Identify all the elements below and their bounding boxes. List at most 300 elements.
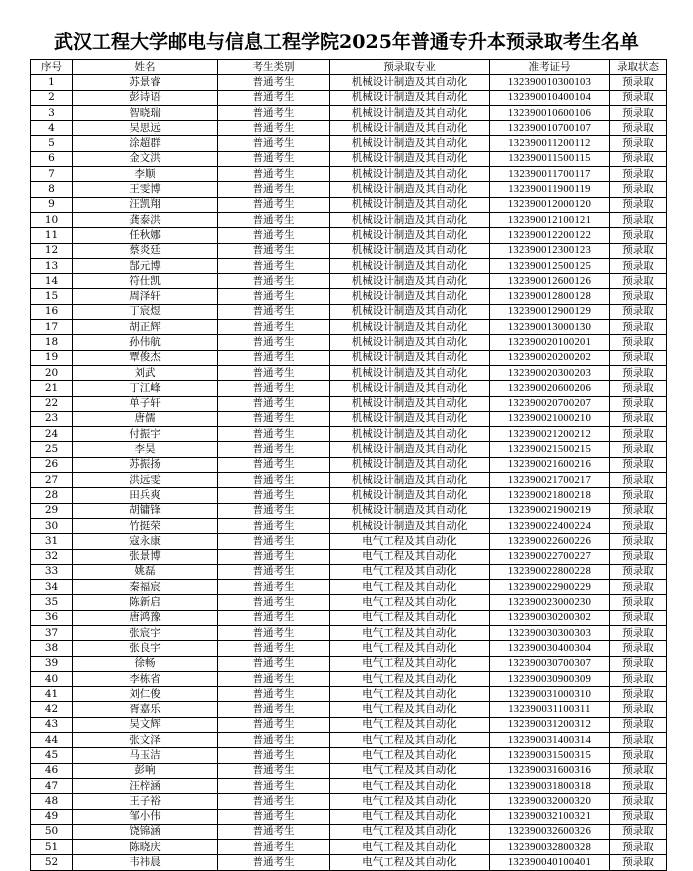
name-cell: 王子裕: [73, 794, 218, 809]
seq-cell: 11: [31, 228, 73, 243]
name-cell: 李顺: [73, 167, 218, 182]
status-cell: 预录取: [610, 350, 667, 365]
major-cell: 电气工程及其自动化: [330, 580, 490, 595]
type-cell: 普通考生: [218, 473, 330, 488]
status-cell: 预录取: [610, 258, 667, 273]
table-row: [31, 625, 667, 640]
seq-cell: 34: [31, 580, 73, 595]
status-cell: 预录取: [610, 518, 667, 533]
exam-id-cell: 132390020200202: [490, 350, 610, 365]
type-cell: 普通考生: [218, 274, 330, 289]
type-cell: 普通考生: [218, 824, 330, 839]
table-row: [31, 687, 667, 702]
major-cell: 机械设计制造及其自动化: [330, 289, 490, 304]
table-row: [31, 549, 667, 564]
exam-id-cell: 132390010300103: [490, 75, 610, 90]
name-cell: 胡正辉: [73, 320, 218, 335]
exam-id-cell: 132390032100321: [490, 809, 610, 824]
name-cell: 郜元博: [73, 258, 218, 273]
type-cell: 普通考生: [218, 733, 330, 748]
major-cell: 机械设计制造及其自动化: [330, 90, 490, 105]
table-row: [31, 350, 667, 365]
status-cell: 预录取: [610, 228, 667, 243]
major-cell: 机械设计制造及其自动化: [330, 167, 490, 182]
seq-cell: 7: [31, 167, 73, 182]
major-cell: 机械设计制造及其自动化: [330, 396, 490, 411]
major-cell: 机械设计制造及其自动化: [330, 381, 490, 396]
status-cell: 预录取: [610, 90, 667, 105]
seq-cell: 1: [31, 75, 73, 90]
type-cell: 普通考生: [218, 702, 330, 717]
table-row: [31, 182, 667, 197]
status-cell: 预录取: [610, 105, 667, 120]
major-cell: 机械设计制造及其自动化: [330, 518, 490, 533]
major-cell: 机械设计制造及其自动化: [330, 212, 490, 227]
admission-list-table: [30, 59, 667, 871]
name-cell: 苏景睿: [73, 75, 218, 90]
table-row: [31, 702, 667, 717]
exam-id-cell: 132390012100121: [490, 212, 610, 227]
major-cell: 机械设计制造及其自动化: [330, 151, 490, 166]
type-cell: 普通考生: [218, 411, 330, 426]
name-cell: 张景博: [73, 549, 218, 564]
type-cell: 普通考生: [218, 136, 330, 151]
seq-cell: 29: [31, 503, 73, 518]
name-cell: 吴文辉: [73, 717, 218, 732]
exam-id-cell: 132390012800128: [490, 289, 610, 304]
seq-cell: 8: [31, 182, 73, 197]
exam-id-cell: 132390022400224: [490, 518, 610, 533]
exam-id-cell: 132390030400304: [490, 641, 610, 656]
status-cell: 预录取: [610, 671, 667, 686]
exam-id-cell: 132390031800318: [490, 778, 610, 793]
exam-id-cell: 132390012900129: [490, 304, 610, 319]
status-cell: 预录取: [610, 442, 667, 457]
name-cell: 汪梓涵: [73, 778, 218, 793]
seq-cell: 43: [31, 717, 73, 732]
major-cell: 机械设计制造及其自动化: [330, 243, 490, 258]
status-cell: 预录取: [610, 274, 667, 289]
type-cell: 普通考生: [218, 748, 330, 763]
major-cell: 机械设计制造及其自动化: [330, 105, 490, 120]
major-cell: 机械设计制造及其自动化: [330, 304, 490, 319]
type-cell: 普通考生: [218, 197, 330, 212]
seq-cell: 40: [31, 671, 73, 686]
type-cell: 普通考生: [218, 442, 330, 457]
seq-cell: 5: [31, 136, 73, 151]
exam-id-cell: 132390040100401: [490, 855, 610, 870]
seq-cell: 36: [31, 610, 73, 625]
status-cell: 预录取: [610, 289, 667, 304]
name-cell: 姚磊: [73, 564, 218, 579]
status-cell: 预录取: [610, 151, 667, 166]
type-cell: 普通考生: [218, 228, 330, 243]
seq-cell: 51: [31, 840, 73, 855]
table-row: [31, 580, 667, 595]
major-cell: 机械设计制造及其自动化: [330, 457, 490, 472]
name-cell: 刘仁俊: [73, 687, 218, 702]
header-type: 考生类别: [218, 60, 330, 75]
type-cell: 普通考生: [218, 396, 330, 411]
type-cell: 普通考生: [218, 243, 330, 258]
major-cell: 电气工程及其自动化: [330, 610, 490, 625]
status-cell: 预录取: [610, 503, 667, 518]
major-cell: 电气工程及其自动化: [330, 824, 490, 839]
seq-cell: 4: [31, 121, 73, 136]
major-cell: 机械设计制造及其自动化: [330, 121, 490, 136]
major-cell: 机械设计制造及其自动化: [330, 503, 490, 518]
major-cell: 电气工程及其自动化: [330, 778, 490, 793]
table-row: [31, 778, 667, 793]
exam-id-cell: 132390022600226: [490, 534, 610, 549]
type-cell: 普通考生: [218, 167, 330, 182]
major-cell: 机械设计制造及其自动化: [330, 335, 490, 350]
major-cell: 电气工程及其自动化: [330, 748, 490, 763]
type-cell: 普通考生: [218, 427, 330, 442]
table-row: [31, 794, 667, 809]
name-cell: 李栋省: [73, 671, 218, 686]
major-cell: 电气工程及其自动化: [330, 549, 490, 564]
status-cell: 预录取: [610, 243, 667, 258]
major-cell: 机械设计制造及其自动化: [330, 427, 490, 442]
status-cell: 预录取: [610, 212, 667, 227]
exam-id-cell: 132390030700307: [490, 656, 610, 671]
table-row: [31, 488, 667, 503]
exam-id-cell: 132390011200112: [490, 136, 610, 151]
table-row: [31, 733, 667, 748]
seq-cell: 6: [31, 151, 73, 166]
table-row: [31, 427, 667, 442]
major-cell: 电气工程及其自动化: [330, 687, 490, 702]
seq-cell: 15: [31, 289, 73, 304]
type-cell: 普通考生: [218, 182, 330, 197]
major-cell: 电气工程及其自动化: [330, 717, 490, 732]
exam-id-cell: 132390021800218: [490, 488, 610, 503]
table-row: [31, 748, 667, 763]
table-row: [31, 473, 667, 488]
seq-cell: 14: [31, 274, 73, 289]
seq-cell: 47: [31, 778, 73, 793]
major-cell: 机械设计制造及其自动化: [330, 182, 490, 197]
name-cell: 饶锦涵: [73, 824, 218, 839]
seq-cell: 48: [31, 794, 73, 809]
document-title: 武汉工程大学邮电与信息工程学院2025年普通专升本预录取考生名单: [54, 31, 639, 53]
seq-cell: 46: [31, 763, 73, 778]
name-cell: 付振宇: [73, 427, 218, 442]
name-cell: 秦福宸: [73, 580, 218, 595]
type-cell: 普通考生: [218, 304, 330, 319]
name-cell: 邹小伟: [73, 809, 218, 824]
status-cell: 预录取: [610, 656, 667, 671]
major-cell: 电气工程及其自动化: [330, 671, 490, 686]
exam-id-cell: 132390021700217: [490, 473, 610, 488]
exam-id-cell: 132390031400314: [490, 733, 610, 748]
exam-id-cell: 132390030200302: [490, 610, 610, 625]
type-cell: 普通考生: [218, 564, 330, 579]
exam-id-cell: 132390011500115: [490, 151, 610, 166]
major-cell: 电气工程及其自动化: [330, 702, 490, 717]
seq-cell: 50: [31, 824, 73, 839]
type-cell: 普通考生: [218, 855, 330, 870]
major-cell: 电气工程及其自动化: [330, 656, 490, 671]
type-cell: 普通考生: [218, 625, 330, 640]
status-cell: 预录取: [610, 121, 667, 136]
seq-cell: 33: [31, 564, 73, 579]
status-cell: 预录取: [610, 824, 667, 839]
type-cell: 普通考生: [218, 90, 330, 105]
type-cell: 普通考生: [218, 518, 330, 533]
table-row: [31, 595, 667, 610]
type-cell: 普通考生: [218, 595, 330, 610]
seq-cell: 25: [31, 442, 73, 457]
exam-id-cell: 132390021600216: [490, 457, 610, 472]
name-cell: 吴思远: [73, 121, 218, 136]
type-cell: 普通考生: [218, 687, 330, 702]
status-cell: 预录取: [610, 381, 667, 396]
exam-id-cell: 132390031100311: [490, 702, 610, 717]
type-cell: 普通考生: [218, 365, 330, 380]
type-cell: 普通考生: [218, 671, 330, 686]
type-cell: 普通考生: [218, 105, 330, 120]
status-cell: 预录取: [610, 855, 667, 870]
exam-id-cell: 132390021900219: [490, 503, 610, 518]
name-cell: 韦祎晨: [73, 855, 218, 870]
name-cell: 张宸宇: [73, 625, 218, 640]
table-row: [31, 641, 667, 656]
major-cell: 机械设计制造及其自动化: [330, 350, 490, 365]
status-cell: 预录取: [610, 809, 667, 824]
name-cell: 周泽轩: [73, 289, 218, 304]
name-cell: 陈新启: [73, 595, 218, 610]
table-row: [31, 228, 667, 243]
seq-cell: 23: [31, 411, 73, 426]
status-cell: 预录取: [610, 320, 667, 335]
status-cell: 预录取: [610, 763, 667, 778]
major-cell: 电气工程及其自动化: [330, 564, 490, 579]
major-cell: 电气工程及其自动化: [330, 794, 490, 809]
name-cell: 孙伟航: [73, 335, 218, 350]
exam-id-cell: 132390021000210: [490, 411, 610, 426]
header-seq: 序号: [31, 60, 73, 75]
type-cell: 普通考生: [218, 457, 330, 472]
table-row: [31, 335, 667, 350]
status-cell: 预录取: [610, 473, 667, 488]
seq-cell: 16: [31, 304, 73, 319]
name-cell: 张良宇: [73, 641, 218, 656]
name-cell: 龚泰洪: [73, 212, 218, 227]
name-cell: 胥嘉乐: [73, 702, 218, 717]
table-row: [31, 457, 667, 472]
table-row: [31, 105, 667, 120]
status-cell: 预录取: [610, 840, 667, 855]
seq-cell: 12: [31, 243, 73, 258]
name-cell: 覃俊杰: [73, 350, 218, 365]
name-cell: 彭诗语: [73, 90, 218, 105]
seq-cell: 32: [31, 549, 73, 564]
exam-id-cell: 132390021200212: [490, 427, 610, 442]
status-cell: 预录取: [610, 549, 667, 564]
type-cell: 普通考生: [218, 794, 330, 809]
seq-cell: 18: [31, 335, 73, 350]
exam-id-cell: 132390021500215: [490, 442, 610, 457]
seq-cell: 24: [31, 427, 73, 442]
type-cell: 普通考生: [218, 488, 330, 503]
status-cell: 预录取: [610, 778, 667, 793]
type-cell: 普通考生: [218, 258, 330, 273]
name-cell: 丁宸煜: [73, 304, 218, 319]
header-name: 姓名: [73, 60, 218, 75]
status-cell: 预录取: [610, 702, 667, 717]
table-row: [31, 197, 667, 212]
type-cell: 普通考生: [218, 381, 330, 396]
type-cell: 普通考生: [218, 350, 330, 365]
seq-cell: 30: [31, 518, 73, 533]
type-cell: 普通考生: [218, 580, 330, 595]
name-cell: 金文洪: [73, 151, 218, 166]
seq-cell: 9: [31, 197, 73, 212]
exam-id-cell: 132390031000310: [490, 687, 610, 702]
seq-cell: 21: [31, 381, 73, 396]
name-cell: 马玉洁: [73, 748, 218, 763]
table-row: [31, 442, 667, 457]
type-cell: 普通考生: [218, 320, 330, 335]
table-row: [31, 151, 667, 166]
type-cell: 普通考生: [218, 809, 330, 824]
table-row: [31, 212, 667, 227]
exam-id-cell: 132390022700227: [490, 549, 610, 564]
seq-cell: 38: [31, 641, 73, 656]
name-cell: 智晓瑞: [73, 105, 218, 120]
status-cell: 预录取: [610, 75, 667, 90]
table-row: [31, 289, 667, 304]
table-row: [31, 75, 667, 90]
table-row: [31, 411, 667, 426]
seq-cell: 22: [31, 396, 73, 411]
status-cell: 预录取: [610, 687, 667, 702]
seq-cell: 52: [31, 855, 73, 870]
major-cell: 机械设计制造及其自动化: [330, 136, 490, 151]
exam-id-cell: 132390022800228: [490, 564, 610, 579]
table-row: [31, 365, 667, 380]
seq-cell: 17: [31, 320, 73, 335]
major-cell: 机械设计制造及其自动化: [330, 365, 490, 380]
status-cell: 预录取: [610, 304, 667, 319]
table-row: [31, 503, 667, 518]
status-cell: 预录取: [610, 411, 667, 426]
name-cell: 任秋娜: [73, 228, 218, 243]
status-cell: 预录取: [610, 365, 667, 380]
exam-id-cell: 132390032000320: [490, 794, 610, 809]
status-cell: 预录取: [610, 610, 667, 625]
table-row: [31, 167, 667, 182]
type-cell: 普通考生: [218, 534, 330, 549]
table-row: [31, 121, 667, 136]
name-cell: 洪远雯: [73, 473, 218, 488]
exam-id-cell: 132390013000130: [490, 320, 610, 335]
major-cell: 机械设计制造及其自动化: [330, 442, 490, 457]
header-exam-id: 准考证号: [490, 60, 610, 75]
table-row: [31, 518, 667, 533]
name-cell: 李昊: [73, 442, 218, 457]
table-body: [31, 75, 667, 870]
name-cell: 唐鸿豫: [73, 610, 218, 625]
type-cell: 普通考生: [218, 335, 330, 350]
table-row: [31, 855, 667, 870]
seq-cell: 37: [31, 625, 73, 640]
table-row: [31, 840, 667, 855]
name-cell: 田兵爽: [73, 488, 218, 503]
exam-id-cell: 132390030300303: [490, 625, 610, 640]
seq-cell: 26: [31, 457, 73, 472]
table-row: [31, 304, 667, 319]
major-cell: 机械设计制造及其自动化: [330, 258, 490, 273]
exam-id-cell: 132390020700207: [490, 396, 610, 411]
type-cell: 普通考生: [218, 656, 330, 671]
exam-id-cell: 132390023000230: [490, 595, 610, 610]
table-row: [31, 90, 667, 105]
exam-id-cell: 132390012000120: [490, 197, 610, 212]
major-cell: 机械设计制造及其自动化: [330, 488, 490, 503]
seq-cell: 13: [31, 258, 73, 273]
exam-id-cell: 132390020300203: [490, 365, 610, 380]
type-cell: 普通考生: [218, 610, 330, 625]
type-cell: 普通考生: [218, 121, 330, 136]
seq-cell: 10: [31, 212, 73, 227]
type-cell: 普通考生: [218, 549, 330, 564]
type-cell: 普通考生: [218, 289, 330, 304]
status-cell: 预录取: [610, 182, 667, 197]
major-cell: 电气工程及其自动化: [330, 763, 490, 778]
status-cell: 预录取: [610, 748, 667, 763]
type-cell: 普通考生: [218, 763, 330, 778]
status-cell: 预录取: [610, 564, 667, 579]
seq-cell: 31: [31, 534, 73, 549]
name-cell: 寇永康: [73, 534, 218, 549]
name-cell: 唐儒: [73, 411, 218, 426]
status-cell: 预录取: [610, 197, 667, 212]
exam-id-cell: 132390011900119: [490, 182, 610, 197]
seq-cell: 28: [31, 488, 73, 503]
type-cell: 普通考生: [218, 75, 330, 90]
exam-id-cell: 132390031600316: [490, 763, 610, 778]
major-cell: 机械设计制造及其自动化: [330, 75, 490, 90]
exam-id-cell: 132390031200312: [490, 717, 610, 732]
exam-id-cell: 132390020100201: [490, 335, 610, 350]
exam-id-cell: 132390031500315: [490, 748, 610, 763]
name-cell: 刘武: [73, 365, 218, 380]
seq-cell: 19: [31, 350, 73, 365]
status-cell: 预录取: [610, 427, 667, 442]
status-cell: 预录取: [610, 534, 667, 549]
name-cell: 胡镛锋: [73, 503, 218, 518]
seq-cell: 49: [31, 809, 73, 824]
table-row: [31, 534, 667, 549]
major-cell: 机械设计制造及其自动化: [330, 411, 490, 426]
major-cell: 机械设计制造及其自动化: [330, 197, 490, 212]
type-cell: 普通考生: [218, 212, 330, 227]
table-row: [31, 274, 667, 289]
name-cell: 彭响: [73, 763, 218, 778]
table-row: [31, 763, 667, 778]
seq-cell: 39: [31, 656, 73, 671]
table-row: [31, 671, 667, 686]
exam-id-cell: 132390012300123: [490, 243, 610, 258]
name-cell: 徐畅: [73, 656, 218, 671]
exam-id-cell: 132390022900229: [490, 580, 610, 595]
status-cell: 预录取: [610, 717, 667, 732]
major-cell: 电气工程及其自动化: [330, 595, 490, 610]
status-cell: 预录取: [610, 595, 667, 610]
